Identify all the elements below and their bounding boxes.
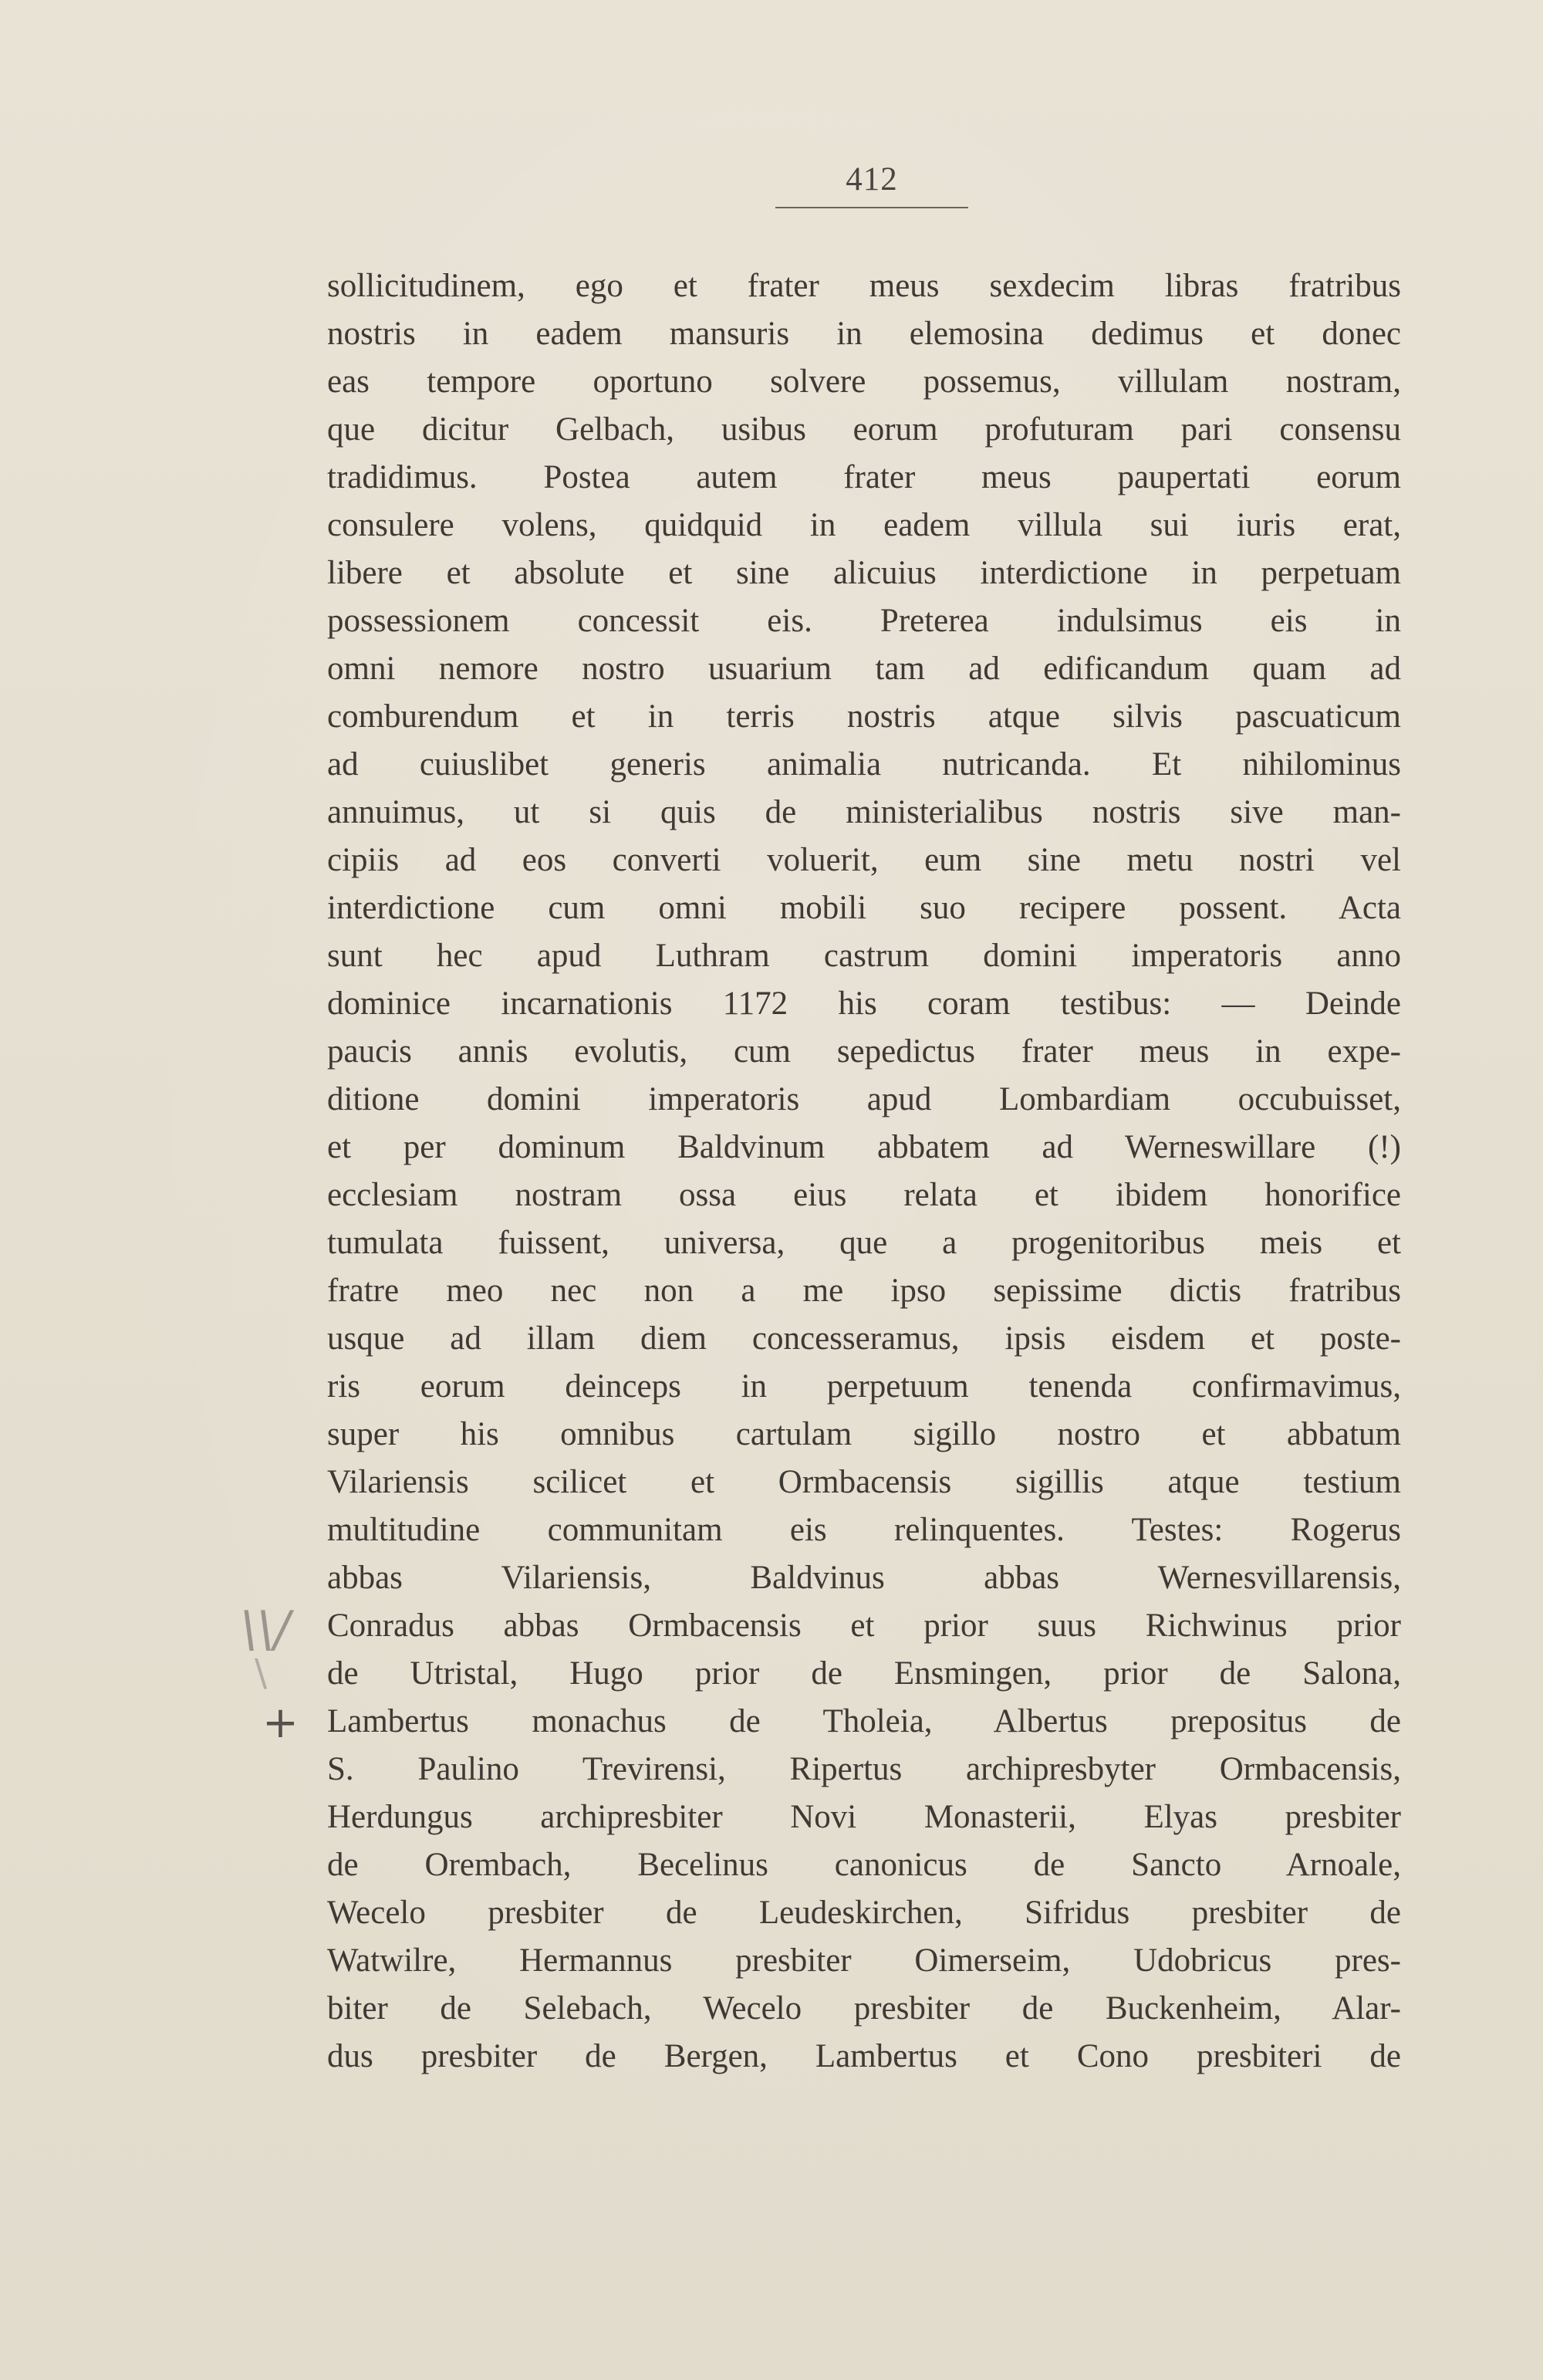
text-line: ditione domini imperatoris apud Lombardiam occubuisset,	[327, 1081, 1401, 1117]
text-line: biter de Selebach, Wecelo presbiter de Buckenheim, Alar-	[327, 1990, 1401, 2027]
text-line: consulere volens, quidquid in eadem villula sui iuris erat,	[327, 507, 1401, 543]
text-line: annuimus, ut si quis de ministerialibus nostris sive man-	[327, 794, 1401, 830]
text-line: eas tempore oportuno solvere possemus, villulam nostram,	[327, 363, 1401, 400]
text-line: Herdungus archipresbiter Novi Monasterii, Elyas presbiter	[327, 1799, 1401, 1835]
text-line: paucis annis evolutis, cum sepedictus frater meus in expe-	[327, 1033, 1401, 1070]
text-line: usque ad illam diem concesseramus, ipsis eisdem et poste-	[327, 1320, 1401, 1357]
text-line: ris eorum deinceps in perpetuum tenenda confirmavimus,	[327, 1368, 1401, 1405]
text-line: de Utristal, Hugo prior de Ensmingen, prior de Salona,	[327, 1655, 1401, 1692]
text-line: dominice incarnationis 1172 his coram testibus: — Deinde	[327, 985, 1401, 1022]
text-line: super his omnibus cartulam sigillo nostro et abbatum	[327, 1416, 1401, 1452]
text-line: abbas Vilariensis, Baldvinus abbas Wernesvillarensis,	[327, 1560, 1401, 1596]
text-line: Vilariensis scilicet et Ormbacensis sigillis atque testium	[327, 1464, 1401, 1500]
body-text	[327, 262, 1401, 2081]
text-line: comburendum et in terris nostris atque silvis pascuaticum	[327, 698, 1401, 735]
text-line: omni nemore nostro usuarium tam ad edificandum quam ad	[327, 651, 1401, 687]
text-line: sollicitudinem, ego et frater meus sexdecim libras fratribus	[327, 268, 1401, 304]
margin-annotation-v: \\/	[235, 1601, 296, 1658]
text-line: tumulata fuissent, universa, que a progenitoribus meis et	[327, 1225, 1401, 1261]
text-line: dus presbiter de Bergen, Lambertus et Cono presbiteri de	[327, 2038, 1401, 2074]
text-line: Wecelo presbiter de Leudeskirchen, Sifridus presbiter de	[327, 1895, 1401, 1931]
text-line: S. Paulino Trevirensi, Ripertus archipresbyter Ormbacensis,	[327, 1751, 1401, 1787]
text-line: libere et absolute et sine alicuius interdictione in perpetuam	[327, 555, 1401, 591]
text-line: possessionem concessit eis. Preterea indulsimus eis in	[327, 603, 1401, 639]
text-line: fratre meo nec non a me ipso sepissime dictis fratribus	[327, 1273, 1401, 1309]
text-line: interdictione cum omni mobili suo recipere possent. Acta	[327, 890, 1401, 926]
margin-annotation-v2: \	[255, 1651, 268, 1695]
text-line: Lambertus monachus de Tholeia, Albertus prepositus de	[327, 1703, 1401, 1739]
text-line: multitudine communitam eis relinquentes. Testes: Rogerus	[327, 1512, 1401, 1548]
text-line: et per dominum Baldvinum abbatem ad Werneswillare (!)	[327, 1129, 1401, 1165]
text-line: cipiis ad eos converti voluerit, eum sine metu nostri vel	[327, 842, 1401, 878]
margin-annotation-cross: +	[262, 1698, 299, 1748]
header-rule	[775, 207, 968, 208]
text-line: sunt hec apud Luthram castrum domini imperatoris anno	[327, 938, 1401, 974]
text-line: ad cuiuslibet generis animalia nutricanda. Et nihilominus	[327, 746, 1401, 783]
text-line: nostris in eadem mansuris in elemosina dedimus et donec	[327, 316, 1401, 352]
text-line: Watwilre, Hermannus presbiter Oimerseim, Udobricus pres-	[327, 1942, 1401, 1979]
text-line: tradidimus. Postea autem frater meus paupertati eorum	[327, 459, 1401, 495]
text-line: ecclesiam nostram ossa eius relata et ibidem honorifice	[327, 1177, 1401, 1213]
text-line: de Orembach, Becelinus canonicus de Sancto Arnoale,	[327, 1847, 1401, 1883]
text-line: que dicitur Gelbach, usibus eorum profuturam pari consensu	[327, 411, 1401, 448]
text-line: Conradus abbas Ormbacensis et prior suus Richwinus prior	[327, 1608, 1401, 1644]
page-number: 412	[846, 161, 898, 198]
